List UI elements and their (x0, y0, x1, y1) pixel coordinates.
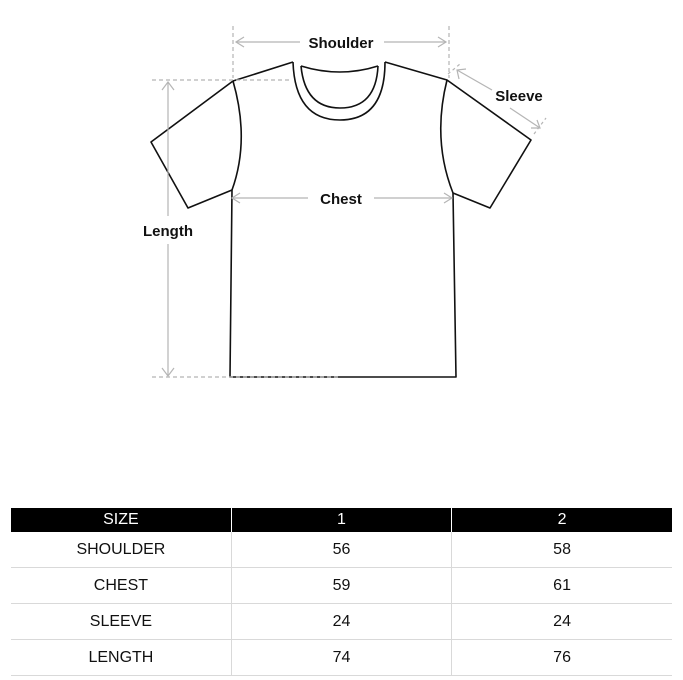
row-label: LENGTH (11, 640, 231, 676)
table-row (11, 604, 672, 640)
table-cell: 24 (452, 604, 672, 640)
table-row (11, 640, 672, 676)
tshirt-outline (151, 62, 531, 377)
tshirt-body (151, 62, 531, 377)
row-label: SLEEVE (11, 604, 231, 640)
length-label: Length (143, 223, 193, 240)
right-armhole (441, 80, 453, 193)
row-label: CHEST (11, 568, 231, 604)
table-row (11, 568, 672, 604)
collar-top (301, 66, 378, 72)
table-cell: 76 (452, 640, 672, 676)
table-cell: 58 (452, 532, 672, 568)
shoulder-label: Shoulder (308, 35, 374, 52)
size-chart-table (11, 508, 672, 676)
header-size: SIZE (11, 508, 231, 532)
table-header-row (11, 508, 672, 532)
table-cell: 56 (231, 532, 451, 568)
table-cell: 24 (231, 604, 451, 640)
table-cell: 74 (231, 640, 451, 676)
table-cell: 59 (231, 568, 451, 604)
header-size-2: 2 (452, 508, 672, 532)
sleeve-label: Sleeve (495, 88, 543, 105)
chest-label: Chest (320, 191, 362, 208)
left-armhole (232, 81, 241, 190)
row-label: SHOULDER (11, 532, 231, 568)
table-row (11, 532, 672, 568)
header-size-1: 1 (231, 508, 451, 532)
table-cell: 61 (452, 568, 672, 604)
